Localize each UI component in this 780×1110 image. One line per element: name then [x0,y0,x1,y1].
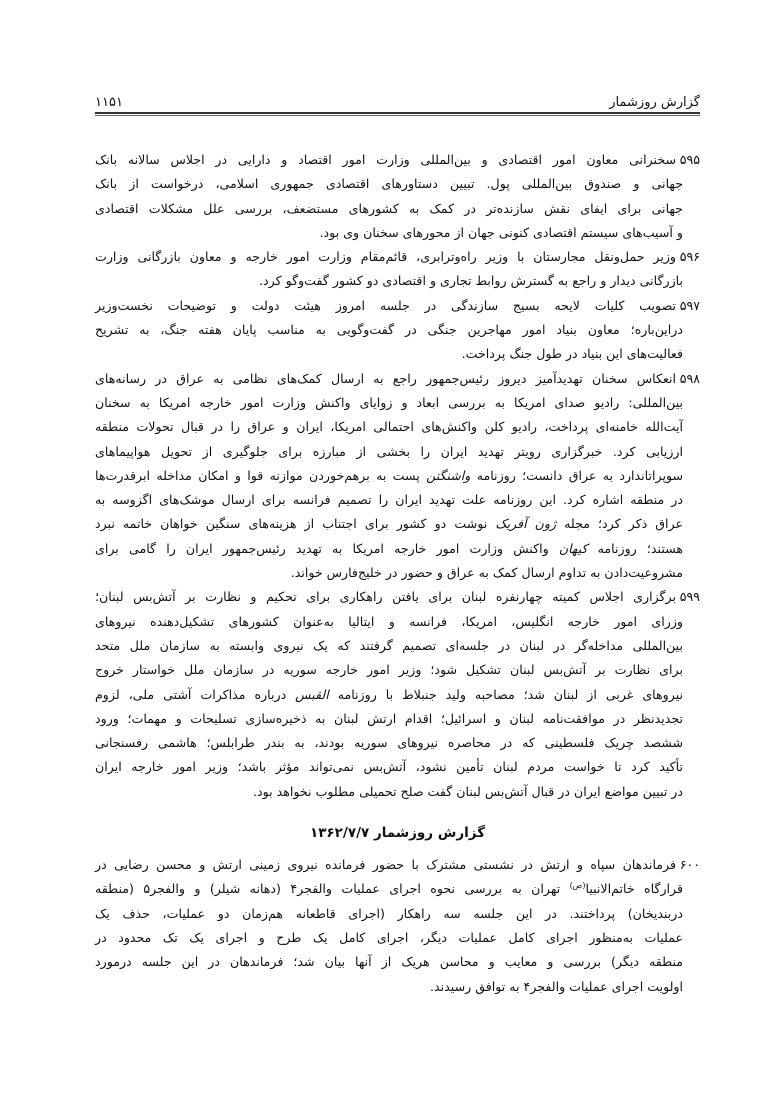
publication-name: ژون آفریک [495,516,557,532]
entry-line: برای نظارت بر آتش‌بس لبنان تشکیل شود؛ وزیر امور خارجه سوریه در سازمان ملل خواستار خروج [95,662,683,678]
entry-number: ۵۹۶ [679,249,700,265]
running-header [95,88,700,110]
publication-name: القبس [295,686,329,702]
publication-name: کیهان [558,540,588,556]
entry-line: وزرای امور خارجه انگلیس، امریکا، فرانسه و ایتالیا به‌عنوان کشورهای تشکیل‌دهنده نیروهای [95,613,683,629]
entry-line: ارزیابی کرد. خبرگزاری رویتر تهدید ایران را بخشی از مبارزه برای جلوگیری از تحویل هواپیماهای [95,443,683,459]
entry-line: و آسیب‌های سیستم اقتصادی کنونی جهان از محورهای سخنان وی بود. [319,224,683,240]
chronology-entry [95,853,700,999]
entry-line: سوپراتاندارد به عراق دانست؛ روزنامه واشنگتن پست به برهم‌خوردن موازنه قوا و امکان مداخله ابرقدرت‌ها [95,467,684,483]
entry-line: تصویب کلیات لایحه بسیج سازندگی در جلسه امروز هیئت دولت و توضیحات نخست‌وزیر [95,297,676,313]
entry-line: اولویت اجرای عملیات والفجر۴ به توافق رسیدند. [430,978,683,994]
entry-line: دراین‌باره؛ معاون بنیاد امور مهاجرین جنگی در گفت‌وگویی به مناسب پایان هفته جنگ، به تشریح [95,322,683,338]
entry-line: سخنرانی معاون امور اقتصادی و بین‌المللی وزارت امور اقتصاد و دارایی در اجلاس سالانه بانک [95,152,676,167]
running-title: گزارش روزشمار [609,95,700,110]
entry-number: ۵۹۸ [679,370,700,386]
entry-number: ۶۰۰ [679,857,700,873]
entry-line: ششصد چریک فلسطینی که در محاصره نیروهای سوریه بودند، به بندر طرابلس؛ هاشمی رفسنجانی [95,735,683,751]
honorific-superscript: (ص) [569,881,586,891]
entry-line: در منطقه اشاره کرد. این روزنامه علت تهدید ایران را تصمیم فرانسه برای ارسال موشک‌های اگزوسه به [95,492,683,508]
entry-line: در تبیین مواضع ایران در قبال آتش‌بس لبنان گفت صلح تحمیلی مطلوب نخواهد بود. [253,783,683,799]
entry-line: برگزاری اجلاس کمیته چهارنفره لبنان برای یافتن راهکاری برای تحکیم و نظارت بر آتش‌بس لبنان؛ [95,589,676,605]
entry-line: عملیات به‌منظور اجرای کامل عملیات دیگر، اجرای کامل یک طرح و اجرای یک تک محدود در [95,929,683,945]
chronology-entry [95,148,700,245]
entry-line: بازرگانی دیدار و راجع به گسترش روابط تجاری و اقتصادی دو کشور گفت‌وگو کرد. [259,273,683,289]
publication-name: واشنگتن [426,467,471,483]
entry-line: آیت‌الله خامنه‌ای پرداخت، رادیو کلن واکنش‌های احتمالی امریکا، ایران و عراق را در قبال تحولات منطقه [95,419,683,435]
entry-number: ۵۹۷ [679,297,700,313]
entry-line: انعکاس سخنان تهدیدآمیز دیروز رئیس‌جمهور راجع به ارسال کمک‌های نظامی به عراق در رسانه‌های [95,370,676,386]
entry-line: تجدیدنظر در موافقت‌نامه لبنان و اسرائیل؛ اقدام ارتش لبنان به ذخیره‌سازی تسلیحات و مهمات؛ ورود [95,710,683,726]
chronology-entry [95,367,700,586]
entry-line: وزیر حمل‌ونقل مجارستان با وزیر راه‌وترابری، قائم‌مقام وزارت امور خارجه و معاون بازرگانی وزارت [95,249,676,265]
entry-line: هستند؛ روزنامه کیهان واکنش وزارت امور خارجه امریکا به تهدید رئیس‌جمهور ایران را گامی برای [95,540,684,556]
header-rule-thin [95,115,700,116]
section-heading: گزارش روزشمار ۱۳۶۲/۷/۷ [309,825,486,842]
header-rule [95,112,700,114]
entry-line: قرارگاه خاتم‌الانبیا$^{(ص)}$ تهران به بررسی نحوه اجرای عملیات والفجر۴ (دهانه شیلر) و والفجر۵ (منطقه [95,881,684,897]
entry-line: بین‌المللی: رادیو صدای امریکا به بررسی ابعاد و زوایای واکنش وزارت امور خارجه امریکا به سخنان [95,394,683,410]
entry-line: جهانی و صندوق بین‌المللی پول. تبیین دستاورهای اقتصادی جمهوری اسلامی، درخواست از بانک [95,176,683,192]
entry-line: منطقه دیگر) بررسی و معایب و محاسن هریک از آنها بیان شد؛ فرماندهان در این جلسه درمورد [95,954,683,970]
entry-line: مشروعیت‌دادن به تداوم ارسال کمک به عراق و حضور در خلیج‌فارس خواند. [290,565,683,581]
entry-number: ۵۹۵ [679,152,700,167]
entry-line: فعالیت‌های این بنیاد در طول جنگ پرداخت. [461,346,683,362]
entry-line: تأکید کرد تا خواست مردم لبنان تأمین نشود، آتش‌بس نمی‌تواند مؤثر باشد؛ وزیر امور خارجه ایران [95,759,683,775]
entry-line: بین‌المللی مداخله‌گر در لبنان در جلسه‌ای تصمیم گرفتند که یک نیروی وابسته به سازمان ملل متحد [95,637,683,653]
page-number: ۱۱۵۱ [95,95,123,110]
chronology-entry [95,245,700,294]
entry-line: جهانی برای ایفای نقش سازنده‌تر در کمک به کشورهای مستضعف، بررسی علل مشکلات اقتصادی [95,200,683,216]
entry-line: نیروهای غربی از لبنان شد؛ مصاحبه ولید جنبلاط با روزنامه القبس درباره مذاکرات آشتی ملی، لزوم [95,686,683,702]
entry-number: ۵۹۹ [679,589,700,605]
entry-line: دربندیخان) پرداختند. در این جلسه سه راهکار (اجرای قاطعانه هم‌زمان دو عملیات، حذف یک [95,905,683,921]
chronology-entry [95,585,700,804]
chronology-entry [95,294,700,367]
document-body [95,148,700,999]
entry-line: فرماندهان سپاه و ارتش در نشستی مشترک با حضور فرمانده نیروی زمینی ارتش و محسن رضایی در [95,857,676,873]
entry-line: عراق ذکر کرد؛ مجله ژون آفریک نوشت دو کشور برای اجتناب از هزینه‌های سنگین خواهان خاتمه نبرد [95,516,683,532]
